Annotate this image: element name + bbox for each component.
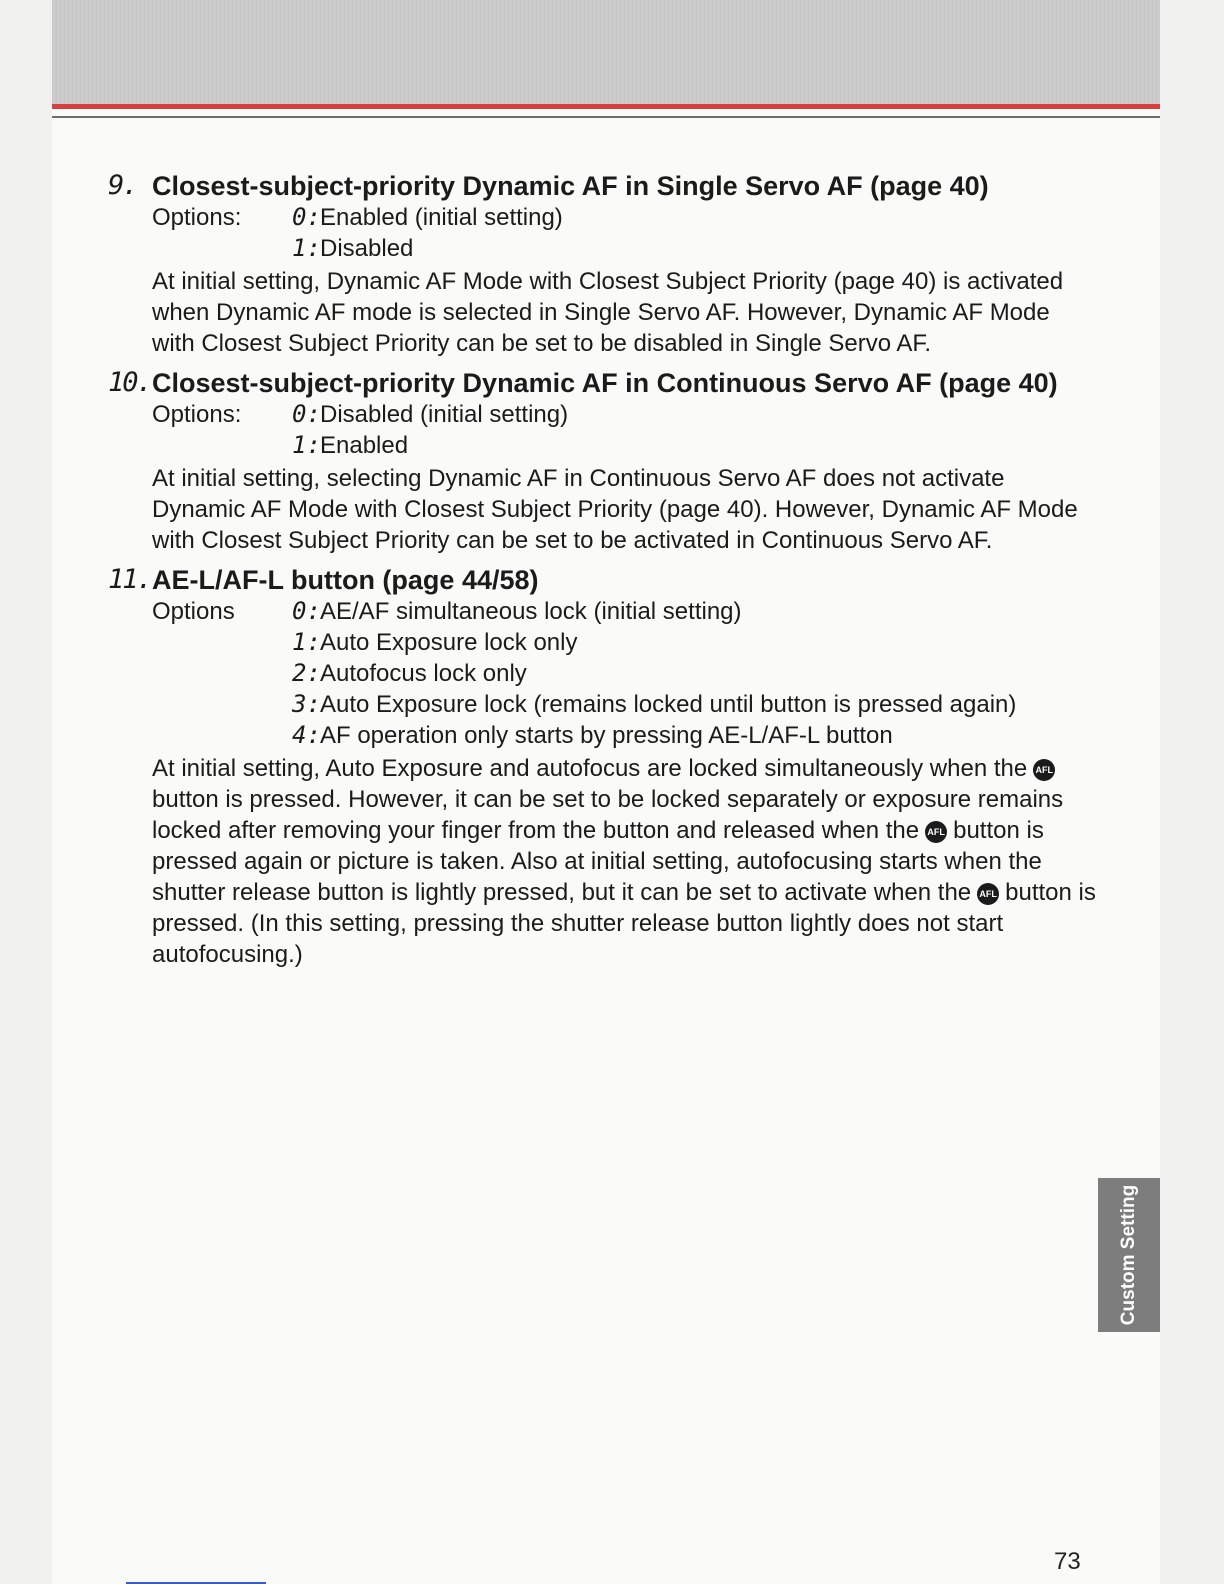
section-title: Closest-subject-priority Dynamic AF in Continuous Servo AF (page 40): [152, 368, 1058, 398]
section-title: Closest-subject-priority Dynamic AF in Single Servo AF (page 40): [152, 171, 989, 201]
ae-af-lock-button-icon: AFL: [925, 821, 947, 843]
option-row: [152, 430, 1098, 461]
ae-af-lock-button-icon: AFL: [977, 883, 999, 905]
option-number: 4:: [292, 721, 321, 749]
option-number: 1:: [292, 234, 321, 262]
ae-af-lock-button-icon: AFL: [1033, 759, 1055, 781]
option-row: [152, 720, 1098, 751]
section-number: 11.: [108, 564, 151, 595]
section-body: [152, 202, 1098, 359]
section-body: [152, 596, 1098, 970]
description-text: button is pressed. However, it can be set to be locked separately or exposure remains locked after removing your finger from the button and released when the: [152, 786, 1064, 844]
description-text: button is pressed. (In this setting, pressing the shutter release button lightly does not start autofocusing.): [152, 879, 1096, 968]
option-row: [152, 689, 1098, 720]
section-heading: [108, 367, 1098, 399]
section-title: AE-L/AF-L button (page 44/58): [152, 565, 539, 595]
option-text: Auto Exposure lock only: [320, 629, 578, 656]
option-number: 3:: [292, 690, 321, 718]
side-tab: [1098, 1178, 1160, 1332]
content: [108, 170, 1098, 978]
header-band: [52, 0, 1160, 104]
option-row: [152, 202, 1098, 233]
options-label: Options:: [152, 204, 242, 231]
option-row: [152, 658, 1098, 689]
option-text: Auto Exposure lock (remains locked until button is pressed again): [320, 691, 1017, 718]
section-heading: [108, 564, 1098, 596]
description-text: button is pressed again or picture is taken. Also at initial setting, autofocusing starts when the shutter release button is lightly pressed, but it can be set to activate when the: [152, 817, 1044, 906]
section-description: At initial setting, selecting Dynamic AF in Continuous Servo AF does not activate Dynamic AF Mode with Closest Subject Priority (page 40). However, Dynamic AF Mode with Closest Subject Priority can be set to be activated in Continuous Servo AF.: [152, 465, 1078, 554]
section-number: 10.: [108, 367, 151, 398]
option-text: Autofocus lock only: [320, 660, 527, 687]
section-heading: [108, 170, 1098, 202]
header-rule: [52, 116, 1160, 118]
options-label: Options: [152, 598, 235, 625]
option-text: Disabled (initial setting): [320, 401, 569, 428]
option-number: 0:: [292, 400, 321, 428]
option-number: 0:: [292, 597, 321, 625]
section-11: [108, 564, 1098, 970]
section-description: [152, 753, 1098, 970]
option-row: [152, 596, 1098, 627]
option-row: [152, 627, 1098, 658]
option-text: AF operation only starts by pressing AE-L/AF-L button: [320, 722, 893, 749]
section-description: At initial setting, Dynamic AF Mode with Closest Subject Priority (page 40) is activated when Dynamic AF mode is selected in Single Servo AF. However, Dynamic AF Mode with Closest Subject Priority can be set to be disabled in Single Servo AF.: [152, 268, 1064, 357]
side-tab-label: Custom Setting: [1118, 1184, 1140, 1326]
section-body: [152, 399, 1098, 556]
description-text: At initial setting, Auto Exposure and autofocus are locked simultaneously when the: [152, 755, 1028, 782]
option-text: AE/AF simultaneous lock (initial setting): [320, 598, 742, 625]
option-number: 0:: [292, 203, 321, 231]
section-number: 9.: [108, 170, 137, 201]
section-9: [108, 170, 1098, 359]
option-number: 1:: [292, 431, 321, 459]
page-number: 73: [1054, 1548, 1081, 1575]
option-text: Enabled (initial setting): [320, 204, 563, 231]
section-10: [108, 367, 1098, 556]
option-row: [152, 233, 1098, 264]
option-text: Disabled: [320, 235, 414, 262]
header-red-stripe: [52, 104, 1160, 109]
option-number: 1:: [292, 628, 321, 656]
options-label: Options:: [152, 401, 242, 428]
option-text: Enabled: [320, 432, 409, 459]
option-number: 2:: [292, 659, 321, 687]
option-row: [152, 399, 1098, 430]
